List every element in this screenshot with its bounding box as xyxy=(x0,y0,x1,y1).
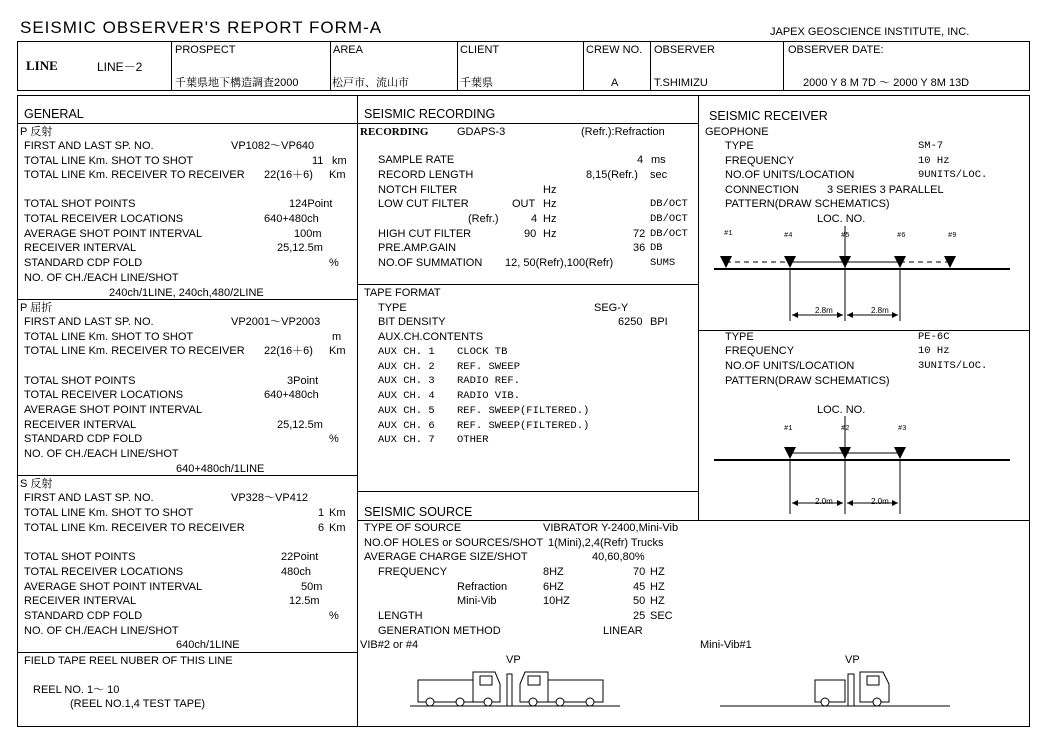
g1-units-label: NO.OF UNITS/LOCATION xyxy=(725,169,855,181)
p-refr-avg-interval-label: AVERAGE SHOT POINT INTERVAL xyxy=(24,404,203,416)
p-refl-channels: 240ch/1LINE, 240ch,480/2LINE xyxy=(109,287,264,299)
g2-mark-2: #2 xyxy=(841,425,850,433)
p-refr-first-last: VP2001～VP2003 xyxy=(231,316,321,328)
g2-units-label: NO.OF UNITS/LOCATION xyxy=(725,360,855,372)
g2-freq-label: FREQUENCY xyxy=(725,345,795,357)
observer-value: T.SHIMIZU xyxy=(654,77,708,89)
p-refl-cdp-label: STANDARD CDP FOLD xyxy=(24,257,143,269)
g2-pattern-diagram xyxy=(700,416,1030,516)
s-refl-cdp-unit: % xyxy=(329,610,339,622)
p-refr-shot-points: 3Point xyxy=(287,375,319,387)
source-holes-label: NO.OF HOLES or SOURCES/SHOT xyxy=(364,537,544,549)
mini-vib-label: Mini-Vib#1 xyxy=(700,639,752,651)
vp-label-1: VP xyxy=(506,654,521,666)
highcut-db: 72 xyxy=(633,228,646,240)
source-refr-label: Refraction xyxy=(457,581,508,593)
tape-format-heading: TAPE FORMAT xyxy=(364,287,441,299)
source-freq-unit: HZ xyxy=(650,566,665,578)
s-refl-channels: 640ch/1LINE xyxy=(176,639,240,651)
aux-channel-2: AUX CH. 2 xyxy=(378,360,435,373)
lowcut-refr-label: (Refr.) xyxy=(468,213,499,225)
recording-label: RECORDING xyxy=(360,126,429,138)
highcut-db-unit: DB/OCT xyxy=(650,228,688,240)
aux-channel-6: AUX CH. 6 xyxy=(378,419,435,432)
s-refl-first-last: VP328～VP412 xyxy=(231,492,309,504)
g1-dim-2: 2.8m xyxy=(871,306,889,315)
p-refr-rec-interval-label: RECEIVER INTERVAL xyxy=(24,419,137,431)
record-length: 8,15(Refr.) xyxy=(586,169,638,181)
p-refl-first-last: VP1082～VP640 xyxy=(231,140,315,152)
g2-type: PE-6C xyxy=(918,331,950,343)
p-refl-shot-points-label: TOTAL SHOT POINTS xyxy=(24,198,136,210)
aux-channel-content-5: REF. SWEEP(FILTERED.) xyxy=(457,404,590,417)
aux-channel-content-3: RADIO REF. xyxy=(457,375,521,388)
mini-vib-diagram xyxy=(715,664,955,716)
company-name: JAPEX GEOSCIENCE INSTITUTE, INC. xyxy=(770,26,970,38)
sample-rate: 4 xyxy=(637,154,644,166)
source-refr-high: 45 xyxy=(633,581,646,593)
line-label: LINE xyxy=(26,58,58,73)
lowcut-unit: Hz xyxy=(543,198,557,210)
summation-label: NO.OF SUMMATION xyxy=(378,257,483,269)
source-method: LINEAR xyxy=(603,625,643,637)
crew-value: A xyxy=(611,77,619,89)
source-heading: SEISMIC SOURCE xyxy=(364,505,473,519)
g2-mark-3: #3 xyxy=(898,425,907,433)
client-value: 千葉県 xyxy=(460,77,493,89)
field-tape-note: (REEL NO.1,4 TEST TAPE) xyxy=(70,698,206,710)
source-length: 25 xyxy=(633,610,646,622)
tape-type: SEG-Y xyxy=(594,302,629,314)
crew-label: CREW NO. xyxy=(586,44,643,56)
source-charge: 40,60,80% xyxy=(592,551,645,563)
p-refr-cdp-label: STANDARD CDP FOLD xyxy=(24,433,143,445)
p-refr-channels: 640+480ch/1LINE xyxy=(176,463,265,475)
p-refr-km-rec-unit: Km xyxy=(329,345,346,357)
g2-mark-1: #1 xyxy=(784,425,793,433)
vp-label-2: VP xyxy=(845,654,860,666)
g1-type-label: TYPE xyxy=(725,140,754,152)
p-refl-km-rec-label: TOTAL LINE Km. RECEIVER TO RECEIVER xyxy=(24,169,245,181)
source-type-label: TYPE OF SOURCE xyxy=(364,522,462,534)
p-refraction-title: P 屈折 xyxy=(20,302,53,314)
g1-conn-label: CONNECTION xyxy=(725,184,799,196)
source-mini-low: 10HZ xyxy=(543,595,570,607)
bit-density: 6250 xyxy=(618,316,643,328)
p-refl-avg-interval: 100m xyxy=(294,228,322,240)
recording-system: GDAPS-3 xyxy=(457,126,506,138)
field-tape-title: FIELD TAPE REEL NUBER OF THIS LINE xyxy=(24,655,233,667)
g1-mark-9: #9 xyxy=(948,232,957,240)
source-type: VIBRATOR Y-2400,Mini-Vib xyxy=(543,522,679,534)
g1-pattern-diagram xyxy=(700,226,1030,326)
sample-rate-unit: ms xyxy=(651,154,666,166)
s-refl-shot-points-label: TOTAL SHOT POINTS xyxy=(24,551,136,563)
lowcut-refr-db: DB/OCT xyxy=(650,213,688,225)
source-freq-label: FREQUENCY xyxy=(378,566,448,578)
source-refr-unit: HZ xyxy=(650,581,665,593)
s-refl-km-shot-unit: Km xyxy=(329,507,346,519)
g2-units: 3UNITS/LOC. xyxy=(918,360,988,372)
lowcut-refr: 4 xyxy=(531,213,538,225)
bit-density-label: BIT DENSITY xyxy=(378,316,446,328)
p-refl-shot-points: 124Point xyxy=(289,198,333,210)
p-refr-rec-interval: 25,12.5m xyxy=(277,419,323,431)
source-mini-label: Mini-Vib xyxy=(457,595,497,607)
g1-type: SM-7 xyxy=(918,140,944,152)
source-freq-high: 70 xyxy=(633,566,646,578)
p-refl-channels-label: NO. OF CH./EACH LINE/SHOT xyxy=(24,272,179,284)
p-refr-cdp-unit: % xyxy=(329,433,339,445)
aux-channel-5: AUX CH. 5 xyxy=(378,404,435,417)
client-label: CLIENT xyxy=(460,44,500,56)
notch-filter-label: NOTCH FILTER xyxy=(378,184,458,196)
summation-value: 12, 50(Refr),100(Refr) xyxy=(505,257,614,269)
p-refl-rec-loc: 640+480ch xyxy=(264,213,319,225)
g1-mark-4: #4 xyxy=(784,232,793,240)
receiver-heading: SEISMIC RECEIVER xyxy=(709,109,828,123)
source-mini-high: 50 xyxy=(633,595,646,607)
highcut-label: HIGH CUT FILTER xyxy=(378,228,472,240)
summation-unit: SUMS xyxy=(650,257,676,269)
source-mini-unit: HZ xyxy=(650,595,665,607)
form-title: SEISMIC OBSERVER'S REPORT FORM-A xyxy=(20,18,383,37)
field-tape-reel: REEL NO. 1～ 10 xyxy=(33,684,120,696)
sample-rate-label: SAMPLE RATE xyxy=(378,154,455,166)
p-refl-rec-loc-label: TOTAL RECEIVER LOCATIONS xyxy=(24,213,184,225)
p-refl-first-last-label: FIRST AND LAST SP. NO. xyxy=(24,140,154,152)
s-refl-km-rec-unit: Km xyxy=(329,522,346,534)
source-length-unit: SEC xyxy=(650,610,673,622)
preamp-value: 36 xyxy=(633,242,646,254)
p-refr-km-shot-label: TOTAL LINE Km. SHOT TO SHOT xyxy=(24,331,194,343)
p-refr-rec-loc: 640+480ch xyxy=(264,389,319,401)
g2-loc-label: LOC. NO. xyxy=(817,404,866,416)
preamp-unit: DB xyxy=(650,242,663,254)
g2-pattern-label: PATTERN(DRAW SCHEMATICS) xyxy=(725,375,890,387)
vibrator-trucks-diagram xyxy=(400,664,630,716)
source-freq-low: 8HZ xyxy=(543,566,564,578)
aux-channel-7: AUX CH. 7 xyxy=(378,434,435,447)
preamp-label: PRE.AMP.GAIN xyxy=(378,242,457,254)
lowcut-db: DB/OCT xyxy=(650,198,688,210)
date-label: OBSERVER DATE: xyxy=(788,44,884,56)
prospect-label: PROSPECT xyxy=(175,44,236,56)
g1-mark-1: #1 xyxy=(724,230,733,238)
p-refl-km-shot-unit: km xyxy=(332,155,347,167)
aux-channel-4: AUX CH. 4 xyxy=(378,390,435,403)
p-refl-avg-interval-label: AVERAGE SHOT POINT INTERVAL xyxy=(24,228,203,240)
p-refr-km-rec-label: TOTAL LINE Km. RECEIVER TO RECEIVER xyxy=(24,345,245,357)
s-refl-channels-label: NO. OF CH./EACH LINE/SHOT xyxy=(24,625,179,637)
source-holes: 1(Mini),2,4(Refr) Trucks xyxy=(548,537,664,549)
s-refl-avg-interval: 50m xyxy=(301,581,323,593)
g1-conn: 3 SERIES 3 PARALLEL xyxy=(827,184,944,196)
p-refr-channels-label: NO. OF CH./EACH LINE/SHOT xyxy=(24,448,179,460)
recording-heading: SEISMIC RECORDING xyxy=(364,107,496,121)
g1-freq: 10 Hz xyxy=(918,155,950,167)
lowcut-value: OUT xyxy=(512,198,536,210)
s-refl-rec-loc-label: TOTAL RECEIVER LOCATIONS xyxy=(24,566,184,578)
s-refl-shot-points: 22Point xyxy=(281,551,319,563)
g2-freq: 10 Hz xyxy=(918,345,950,357)
general-heading: GENERAL xyxy=(24,107,84,121)
s-refl-km-shot-label: TOTAL LINE Km. SHOT TO SHOT xyxy=(24,507,194,519)
prospect-value: 千葉県地下構造調査2000 xyxy=(175,77,299,89)
p-refl-rec-interval-label: RECEIVER INTERVAL xyxy=(24,242,137,254)
source-method-label: GENERATION METHOD xyxy=(378,625,501,637)
observer-label: OBSERVER xyxy=(654,44,715,56)
s-refl-rec-interval-label: RECEIVER INTERVAL xyxy=(24,595,137,607)
g1-dim-1: 2.8m xyxy=(815,306,833,315)
s-refl-avg-interval-label: AVERAGE SHOT POINT INTERVAL xyxy=(24,581,203,593)
s-refl-cdp-label: STANDARD CDP FOLD xyxy=(24,610,143,622)
p-refl-rec-interval: 25,12.5m xyxy=(277,242,323,254)
p-reflection-title: P 反射 xyxy=(20,126,53,138)
p-refr-km-rec: 22(16＋6) xyxy=(264,345,313,357)
p-refr-rec-loc-label: TOTAL RECEIVER LOCATIONS xyxy=(24,389,184,401)
g2-dim-2: 2.0m xyxy=(871,497,889,506)
p-refl-cdp-unit: % xyxy=(329,257,339,269)
s-refl-km-rec-label: TOTAL LINE Km. RECEIVER TO RECEIVER xyxy=(24,522,245,534)
area-value: 松戸市、流山市 xyxy=(332,77,409,89)
source-charge-label: AVERAGE CHARGE SIZE/SHOT xyxy=(364,551,528,563)
aux-channel-content-2: REF. SWEEP xyxy=(457,360,521,373)
lowcut-label: LOW CUT FILTER xyxy=(378,198,469,210)
g2-dim-1: 2.0m xyxy=(815,497,833,506)
aux-channel-content-1: CLOCK TB xyxy=(457,346,508,358)
s-refl-rec-loc: 480ch xyxy=(281,566,311,578)
p-refl-km-shot: 11 xyxy=(312,155,324,167)
p-refr-first-last-label: FIRST AND LAST SP. NO. xyxy=(24,316,154,328)
bit-density-unit: BPI xyxy=(650,316,668,328)
highcut-unit: Hz xyxy=(543,228,557,240)
p-refr-shot-points-label: TOTAL SHOT POINTS xyxy=(24,375,136,387)
g1-mark-5: #5 xyxy=(841,232,850,240)
g1-mark-6: #6 xyxy=(897,232,906,240)
line-value: LINE－2 xyxy=(97,60,143,74)
g2-type-label: TYPE xyxy=(725,331,754,343)
record-length-label: RECORD LENGTH xyxy=(378,169,474,181)
vib-label: VIB#2 or #4 xyxy=(360,639,419,651)
s-refl-rec-interval: 12.5m xyxy=(289,595,320,607)
aux-channel-content-6: REF. SWEEP(FILTERED.) xyxy=(457,419,590,432)
s-reflection-title: S 反射 xyxy=(20,478,53,490)
g1-pattern-label: PATTERN(DRAW SCHEMATICS) xyxy=(725,198,890,210)
aux-channel-content-7: OTHER xyxy=(457,434,489,447)
p-refl-km-rec-unit: Km xyxy=(329,169,346,181)
source-length-label: LENGTH xyxy=(378,610,423,622)
s-refl-first-last-label: FIRST AND LAST SP. NO. xyxy=(24,492,154,504)
geophone-label: GEOPHONE xyxy=(705,126,769,138)
aux-contents-label: AUX.CH.CONTENTS xyxy=(378,331,484,343)
aux-channel-3: AUX CH. 3 xyxy=(378,375,435,388)
aux-channel-content-4: RADIO VIB. xyxy=(457,390,521,403)
s-refl-km-shot: 1 xyxy=(318,507,325,519)
g1-freq-label: FREQUENCY xyxy=(725,155,795,167)
record-length-unit: sec xyxy=(650,169,668,181)
highcut-value: 90 xyxy=(524,228,537,240)
date-value: 2000 Y 8 M 7D ～ 2000 Y 8M 13D xyxy=(803,77,970,89)
area-label: AREA xyxy=(333,44,363,56)
recording-refr-note: (Refr.):Refraction xyxy=(581,126,665,138)
lowcut-refr-unit: Hz xyxy=(543,213,557,225)
p-refr-km-shot-unit: m xyxy=(332,331,342,343)
p-refl-km-rec: 22(16＋6) xyxy=(264,169,313,181)
s-refl-km-rec: 6 xyxy=(318,522,325,534)
g1-units: 9UNITS/LOC. xyxy=(918,169,988,181)
notch-filter-unit: Hz xyxy=(543,184,557,196)
aux-channel-1: AUX CH. 1 xyxy=(378,346,435,358)
tape-type-label: TYPE xyxy=(378,302,407,314)
p-refl-km-shot-label: TOTAL LINE Km. SHOT TO SHOT xyxy=(24,155,194,167)
g1-loc-label: LOC. NO. xyxy=(817,213,866,225)
source-refr-low: 6HZ xyxy=(543,581,564,593)
